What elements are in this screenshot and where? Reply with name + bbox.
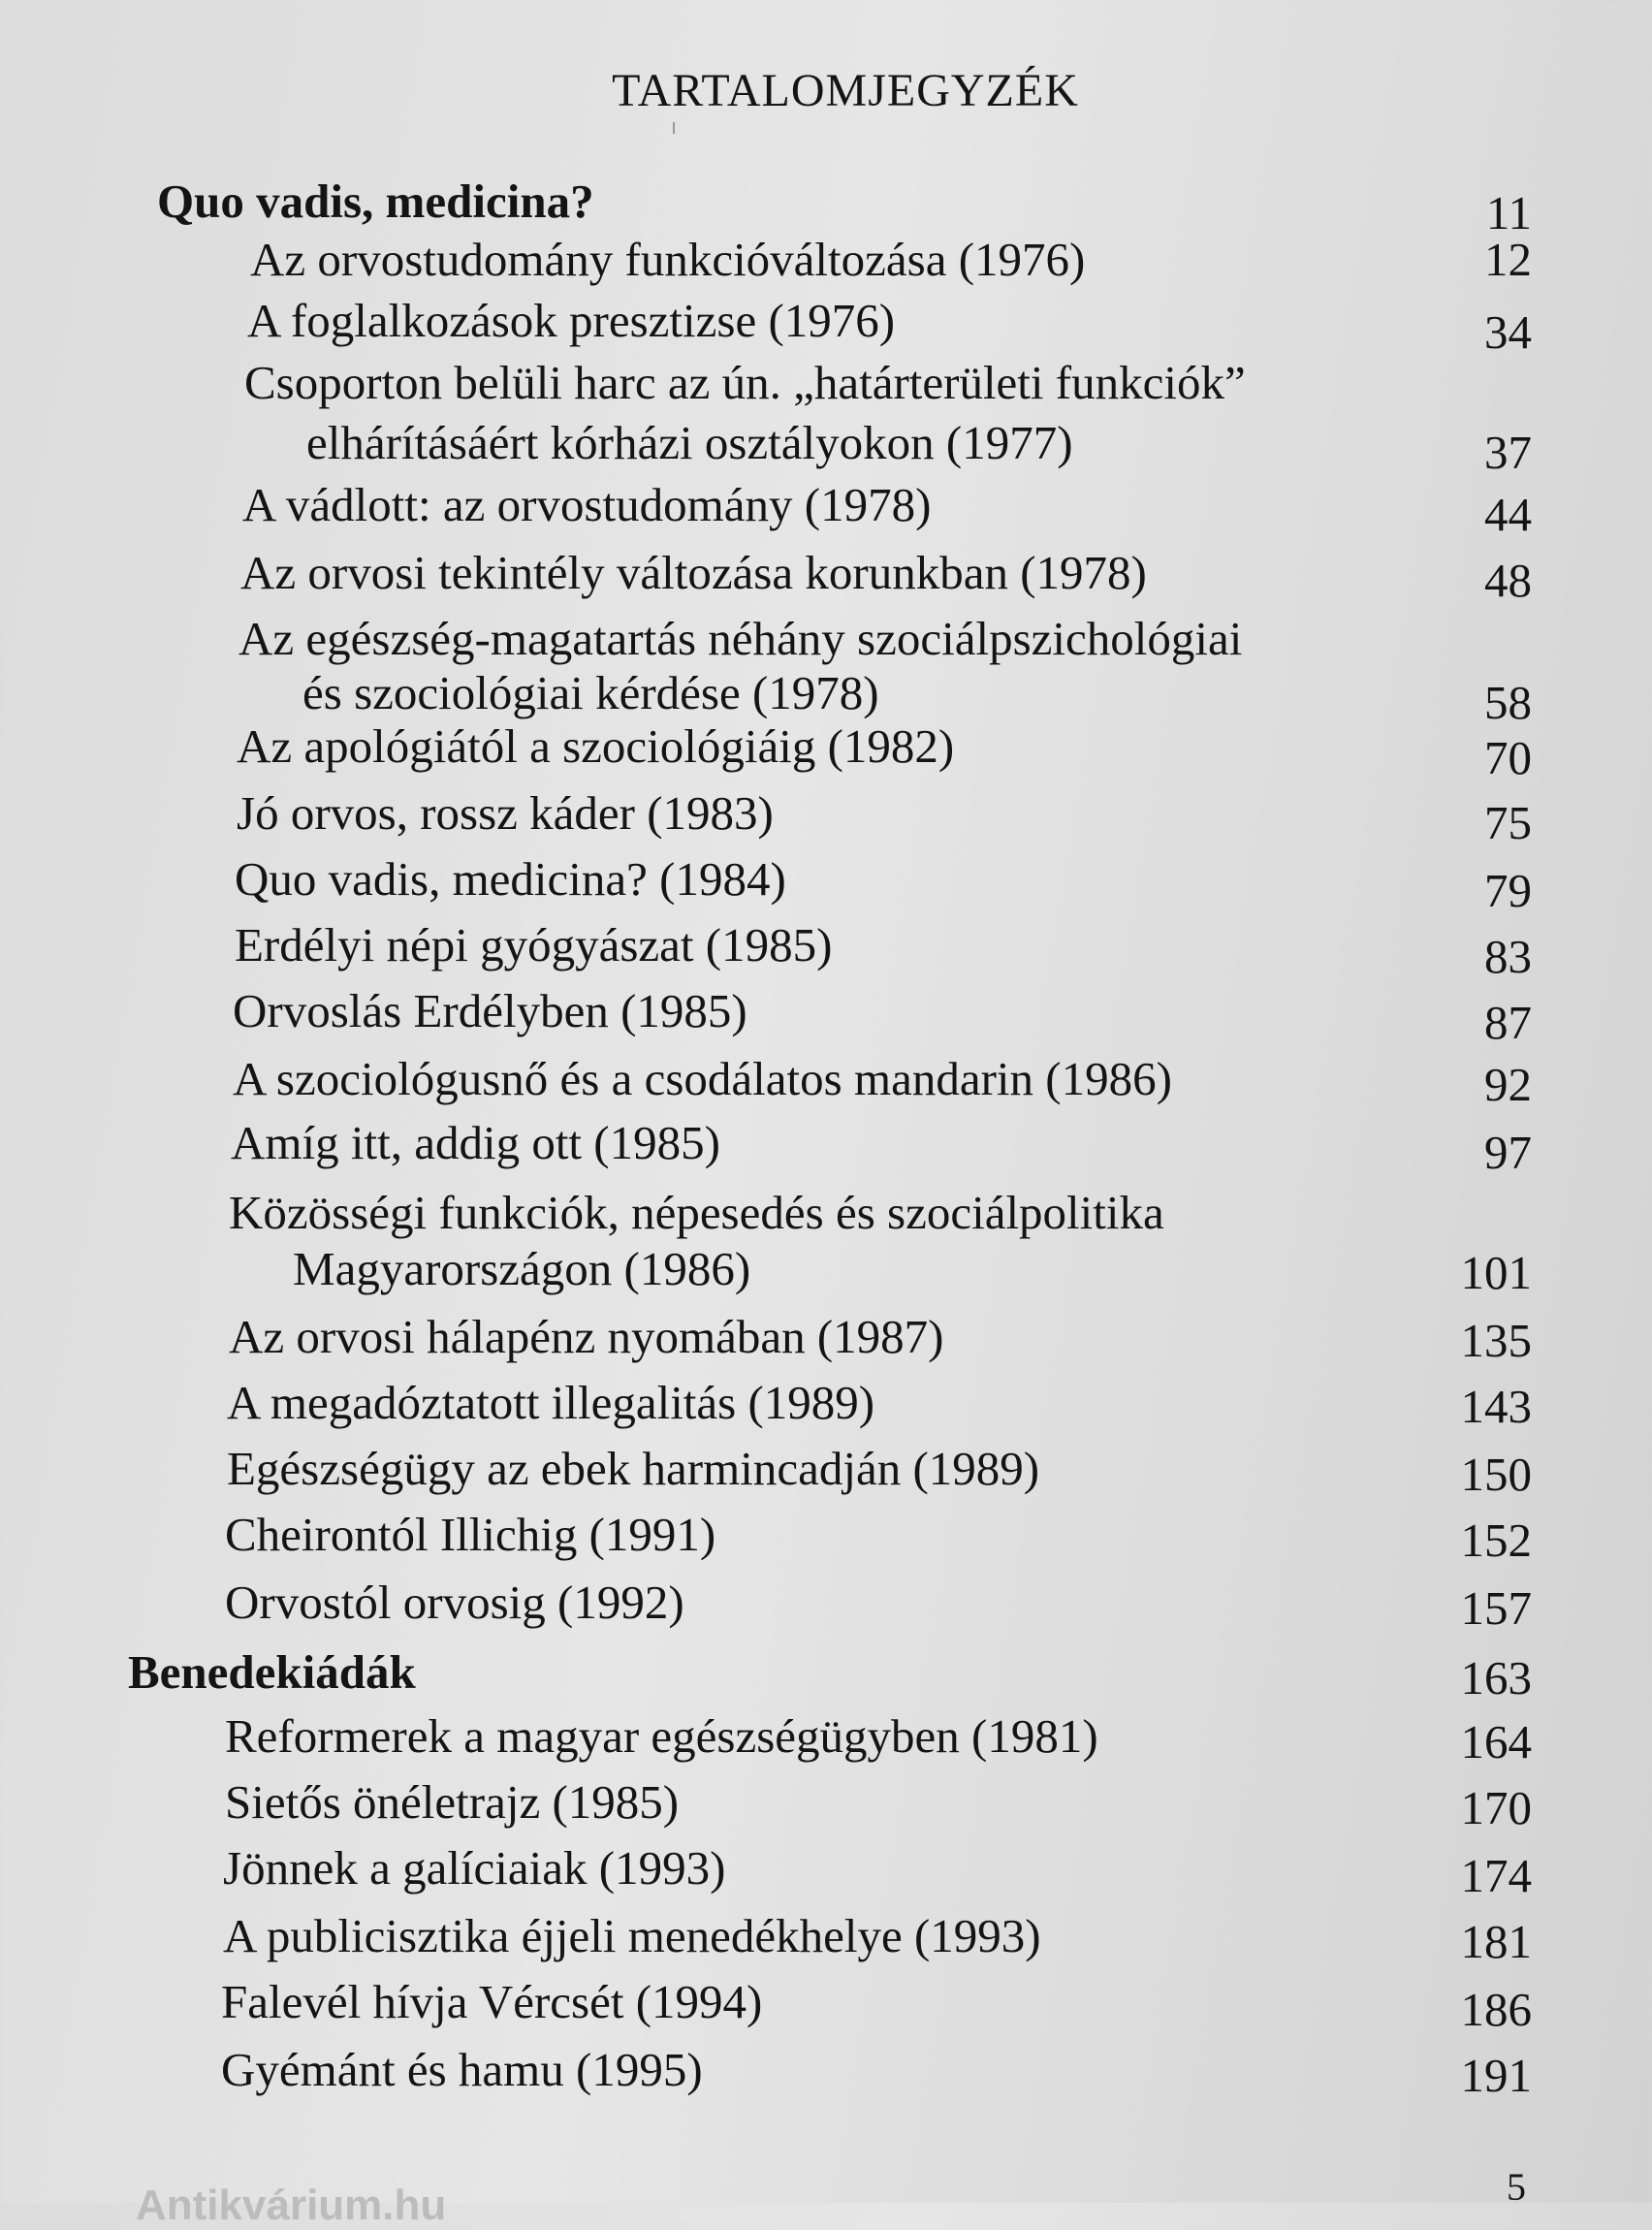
entry-page: 157 [1460, 1581, 1532, 1635]
watermark: Antikvárium.hu [136, 2182, 447, 2229]
entry-title: Az orvostudomány funkcióváltozása (1976) [250, 233, 1086, 286]
entry-title: A vádlott: az orvostudomány (1978) [242, 478, 932, 531]
entry-page: 58 [1484, 676, 1532, 729]
entry-title: Az egészség-magatartás néhány szociálpszichológiai [238, 612, 1243, 665]
entry-title: A publicisztika éjjeli menedékhelye (1993) [223, 1909, 1041, 1962]
entry-title-continued: elhárításáért kórházi osztályokon (1977) [306, 416, 1073, 469]
entry-page: 34 [1484, 305, 1532, 359]
entry-page: 87 [1484, 996, 1532, 1049]
entry-title: Orvostól orvosig (1992) [225, 1576, 684, 1629]
entry-page: 70 [1484, 731, 1532, 784]
entry-title: A foglalkozások presztizse (1976) [247, 294, 896, 347]
entry-page: 152 [1460, 1513, 1532, 1567]
entry-title: Cheirontól Illichig (1991) [225, 1508, 716, 1561]
entry-title: Sietős önéletrajz (1985) [225, 1775, 680, 1829]
entry-title: Falevél hívja Vércsét (1994) [221, 1975, 763, 2028]
section-page: 11 [1485, 186, 1532, 239]
entry-title: Erdélyi népi gyógyászat (1985) [235, 918, 833, 972]
entry-title: Az orvosi tekintély változása korunkban (1978) [240, 546, 1147, 599]
entry-page: 164 [1460, 1715, 1532, 1768]
entry-title: Az apológiától a szociológiáig (1982) [237, 719, 955, 773]
entry-page: 75 [1484, 796, 1532, 849]
entry-title: A szociológusnő és a csodálatos mandarin (1986) [233, 1052, 1172, 1105]
entry-title: Gyémánt és hamu (1995) [221, 2043, 703, 2096]
entry-page: 174 [1460, 1849, 1532, 1902]
entry-title: A megadóztatott illegalitás (1989) [227, 1376, 875, 1429]
entry-page: 101 [1460, 1246, 1532, 1299]
entry-page: 37 [1484, 426, 1532, 479]
entry-page: 79 [1484, 864, 1532, 917]
entry-title: Orvoslás Erdélyben (1985) [233, 984, 747, 1037]
entry-page: 186 [1460, 1983, 1532, 2036]
page-number: 5 [1507, 2165, 1526, 2209]
entry-title: Quo vadis, medicina? (1984) [235, 852, 786, 906]
entry-page: 48 [1484, 554, 1532, 607]
entry-title-continued: Magyarországon (1986) [293, 1242, 751, 1295]
entry-page: 135 [1460, 1314, 1532, 1367]
section-title: Benedekiádák [128, 1645, 416, 1699]
entry-page: 92 [1484, 1058, 1532, 1111]
entry-page: 83 [1484, 930, 1532, 983]
page-title: TARTALOMJEGYZÉK [612, 65, 1079, 116]
entry-title: Jönnek a galíciaiak (1993) [223, 1841, 726, 1895]
entry-page: 191 [1460, 2049, 1532, 2102]
section-title: Quo vadis, medicina? [157, 175, 594, 228]
section-page: 163 [1460, 1651, 1532, 1704]
entry-page: 150 [1460, 1448, 1532, 1501]
entry-title: Jó orvos, rossz káder (1983) [237, 786, 774, 840]
entry-page: 12 [1484, 233, 1532, 286]
entry-page: 44 [1484, 488, 1532, 541]
entry-title: Egészségügy az ebek harmincadján (1989) [227, 1442, 1040, 1495]
entry-page: 181 [1460, 1915, 1532, 1968]
entry-title: Amíg itt, addig ott (1985) [231, 1116, 720, 1169]
entry-title: Csoporton belüli harc az ún. „határterületi funkciók” [244, 356, 1246, 409]
entry-title: Reformerek a magyar egészségügyben (1981) [225, 1709, 1098, 1763]
entry-page: 143 [1460, 1380, 1532, 1433]
entry-title: Közösségi funkciók, népesedés és szociálpolitika [229, 1186, 1164, 1239]
entry-title-continued: és szociológiai kérdése (1978) [302, 666, 879, 719]
entry-title: Az orvosi hálapénz nyomában (1987) [229, 1310, 944, 1363]
entry-page: 170 [1460, 1781, 1532, 1834]
entry-page: 97 [1484, 1126, 1532, 1179]
divider [673, 122, 675, 134]
